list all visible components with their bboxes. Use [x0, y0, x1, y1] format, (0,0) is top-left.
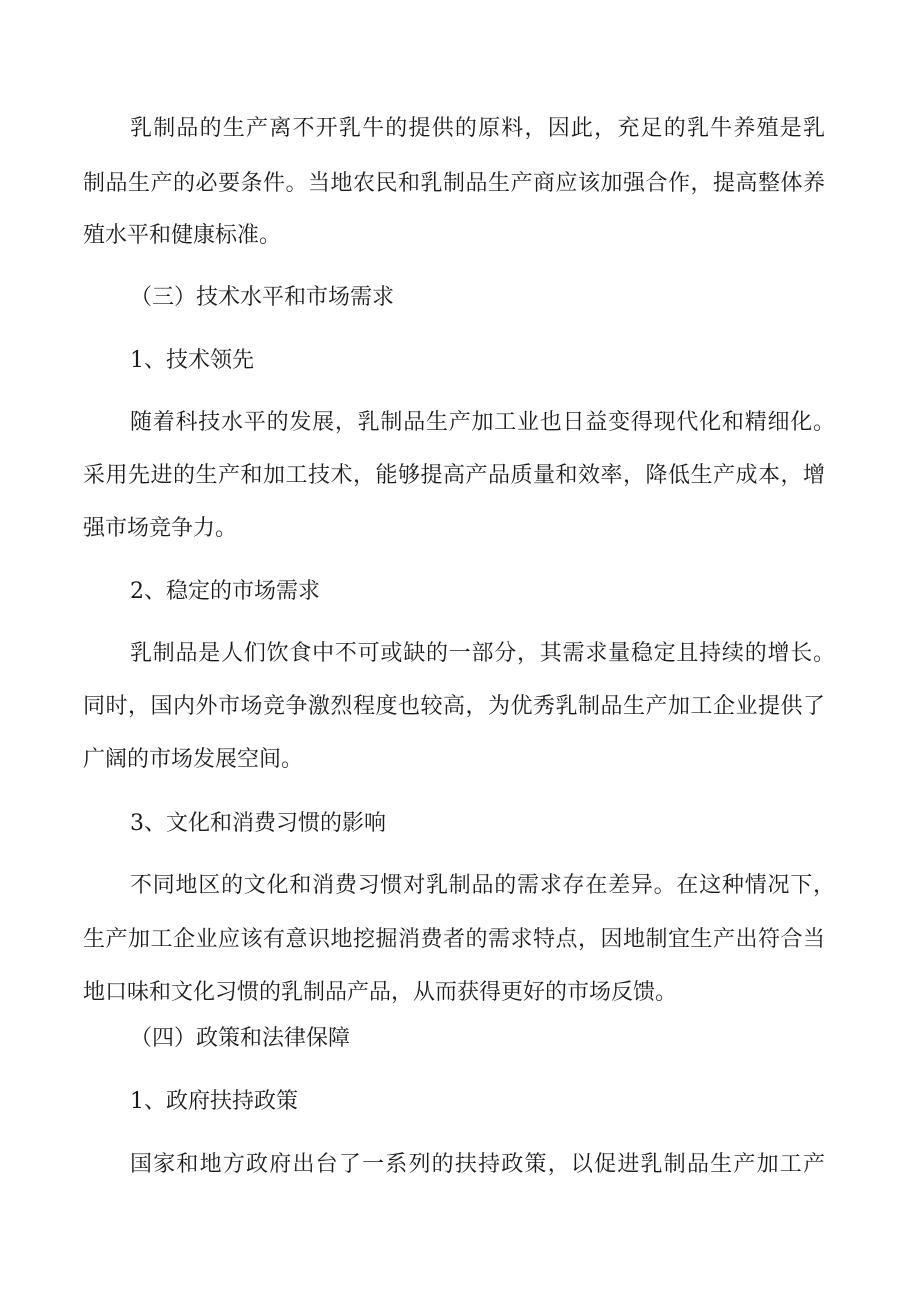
subheading-3-3: 3、文化和消费习惯的影响: [130, 811, 386, 836]
paragraph-3-line-2: 同时，国内外市场竞争激烈程度也较高，为优秀乳制品生产加工企业提供了: [83, 694, 825, 719]
paragraph-3-line-1: 乳制品是人们饮食中不可或缺的一部分，其需求量稳定且持续的增长。: [130, 641, 835, 666]
paragraph-2-line-3: 强市场竞争力。: [83, 516, 238, 541]
paragraph-1-line-1: 乳制品的生产离不开乳牛的提供的原料，因此，充足的乳牛养殖是乳: [130, 116, 825, 141]
paragraph-2-line-1: 随着科技水平的发展，乳制品生产加工业也日益变得现代化和精细化。: [130, 410, 835, 435]
paragraph-5-line-1: 国家和地方政府出台了一系列的扶持政策，以促进乳制品生产加工产: [130, 1152, 825, 1177]
subheading-3-1: 1、技术领先: [130, 348, 254, 373]
section-heading-4: （四）政策和法律保障: [130, 1026, 351, 1051]
paragraph-4-line-3: 地口味和文化习惯的乳制品产品，从而获得更好的市场反馈。: [83, 980, 678, 1005]
paragraph-1-line-2: 制品生产的必要条件。当地农民和乳制品生产商应该加强合作，提高整体养: [83, 171, 825, 196]
subheading-4-1: 1、政府扶持政策: [130, 1089, 298, 1114]
paragraph-4-line-2: 生产加工企业应该有意识地挖掘消费者的需求特点，因地制宜生产出符合当: [83, 927, 825, 952]
paragraph-4-line-1: 不同地区的文化和消费习惯对乳制品的需求存在差异。在这种情况下，: [130, 873, 835, 898]
paragraph-3-line-3: 广阔的市场发展空间。: [83, 747, 304, 772]
paragraph-1-line-3: 殖水平和健康标准。: [83, 223, 282, 248]
paragraph-2-line-2: 采用先进的生产和加工技术，能够提高产品质量和效率，降低生产成本，增: [83, 463, 825, 488]
section-heading-3: （三）技术水平和市场需求: [130, 285, 395, 310]
subheading-3-2: 2、稳定的市场需求: [130, 579, 320, 604]
